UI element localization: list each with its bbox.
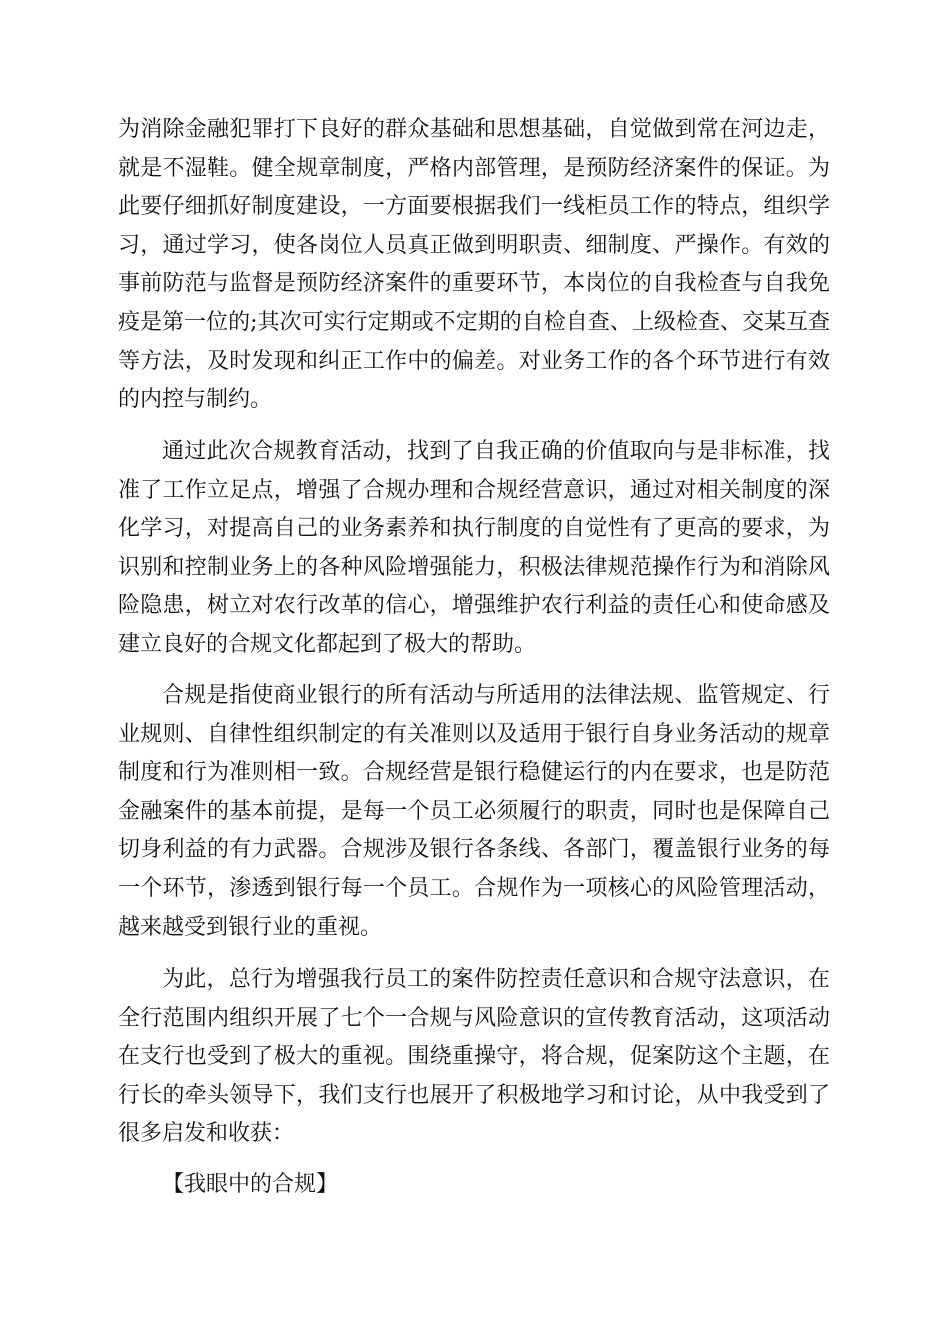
section-heading-text: 【我眼中的合规】 [162,1172,339,1197]
paragraph-text: 通过此次合规教育活动，找到了自我正确的价值取向与是非标准，找准了工作立足点，增强了合规办理和合规经营意识，通过对相关制度的深化学习，对提高自己的业务素养和执行制度的自觉性有了更高的要求，为识别和控制业务上的各种风险增强能力，积极法律规范操作行为和消除风险隐患，树立对农行改革的信心，增强维护农行利益的责任心和使命感及建立良好的合规文化都起到了极大的帮助。 [118,439,830,657]
paragraph-1 [118,111,830,420]
paragraph-2 [118,433,830,665]
paragraph-text: 为此，总行为增强我行员工的案件防控责任意识和合规守法意识，在全行范围内组织开展了七个一合规与风险意识的宣传教育活动，这项活动在支行也受到了极大的重视。围绕重操守，将合规，促案防这个主题，在行长的牵头领导下，我们支行也展开了积极地学习和讨论，从中我受到了很多启发和收获： [118,967,830,1147]
paragraph-4 [118,961,830,1154]
section-heading [162,1166,462,1205]
paragraph-3 [118,677,830,947]
paragraph-text: 合规是指使商业银行的所有活动与所适用的法律法规、监管规定、行业规则、自律性组织制定的有关准则以及适用于银行自身业务活动的规章制度和行为准则相一致。合规经营是银行稳健运行的内在要求，也是防范金融案件的基本前提，是每一个员工必须履行的职责，同时也是保障自己切身利益的有力武器。合规涉及银行各条线、各部门，覆盖银行业务的每一个环节，渗透到银行每一个员工。合规作为一项核心的风险管理活动，越来越受到银行业的重视。 [118,683,830,940]
paragraph-text: 为消除金融犯罪打下良好的群众基础和思想基础，自觉做到常在河边走，就是不湿鞋。健全规章制度，严格内部管理，是预防经济案件的保证。为此要仔细抓好制度建设，一方面要根据我们一线柜员工作的特点，组织学习，通过学习，使各岗位人员真正做到明职责、细制度、严操作。有效的事前防范与监督是预防经济案件的重要环节，本岗位的自我检查与自我免疫是第一位的;其次可实行定期或不定期的自检自查、上级检查、交某互查等方法，及时发现和纠正工作中的偏差。对业务工作的各个环节进行有效的内控与制约。 [118,117,830,413]
